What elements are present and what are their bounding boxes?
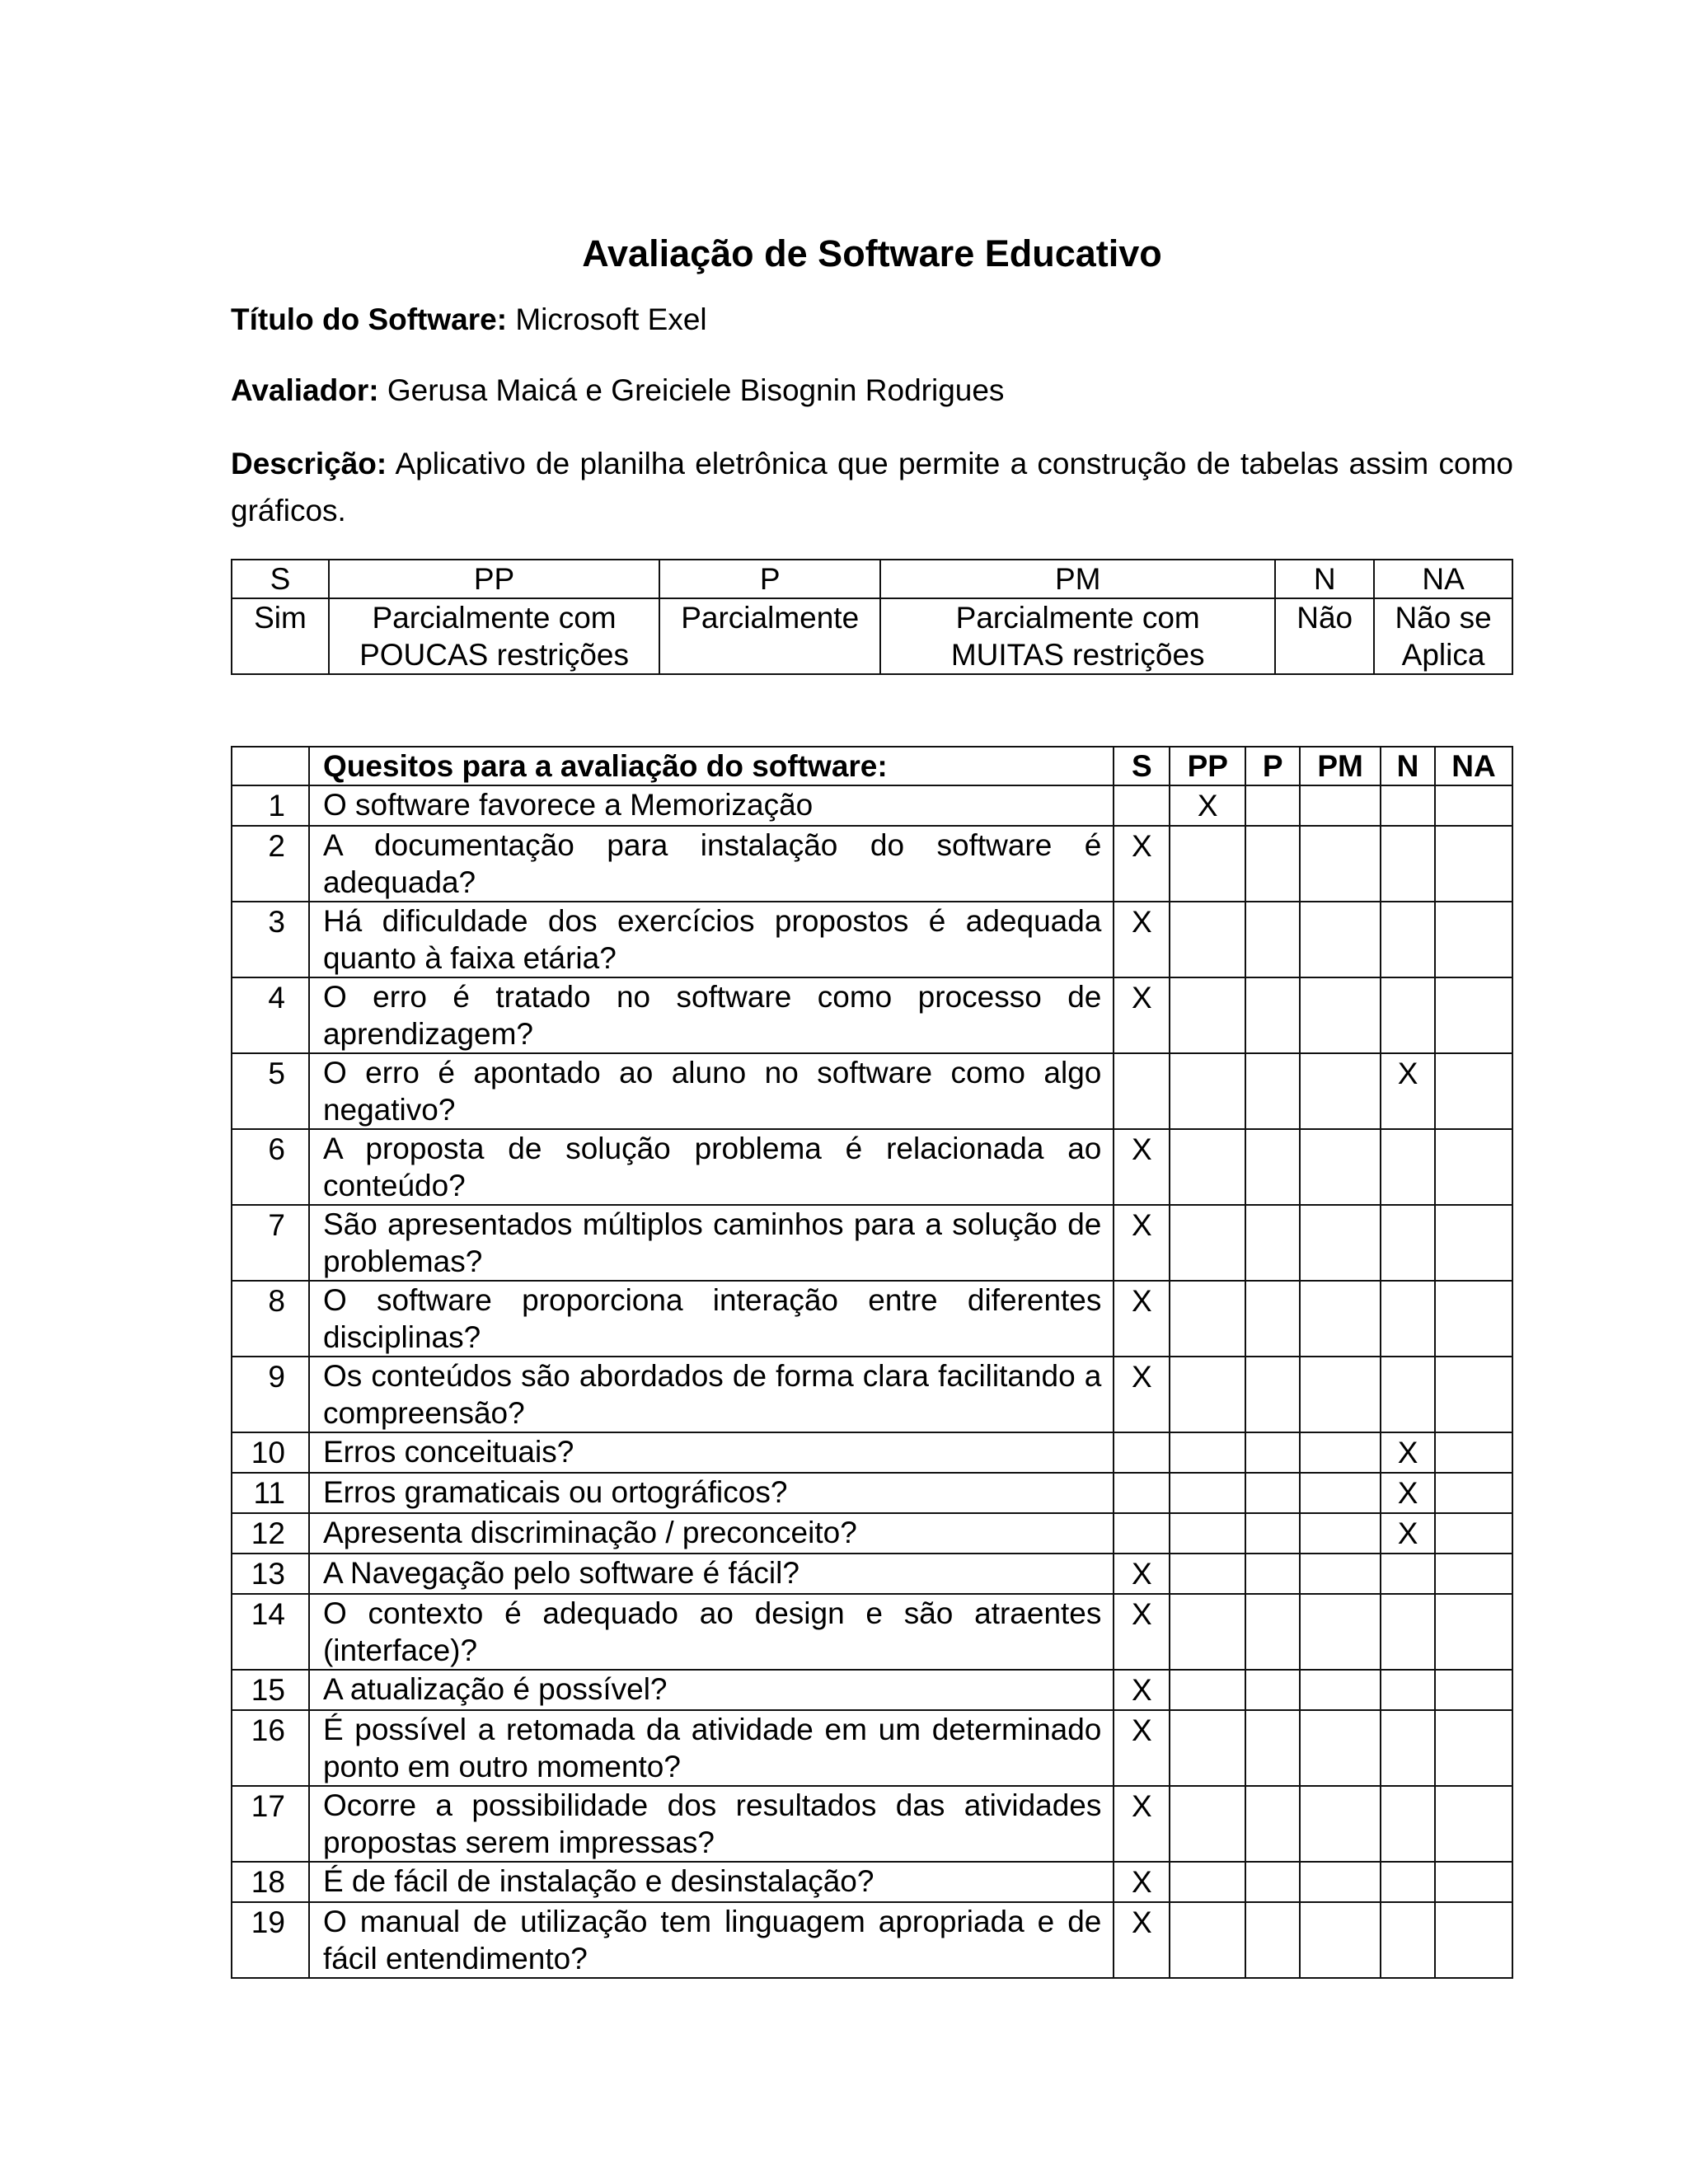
rating-cell-p [1245, 1670, 1300, 1710]
rating-cell-n [1381, 1205, 1435, 1281]
description-label: Descrição: [231, 447, 387, 480]
rating-cell-p [1245, 1513, 1300, 1554]
rating-cell-p [1245, 1710, 1300, 1786]
rating-mark: X [1132, 1713, 1152, 1747]
row-number: 12 [232, 1513, 309, 1554]
rating-cell-s [1114, 1473, 1170, 1513]
row-number: 2 [232, 826, 309, 902]
criterion-text: O software proporciona interação entre diferentes disciplinas? [309, 1281, 1114, 1357]
row-number: 8 [232, 1281, 309, 1357]
rating-cell-p [1245, 785, 1300, 826]
rating-cell-pm [1300, 1554, 1381, 1594]
legend-code: S [232, 560, 329, 598]
rating-mark: X [1397, 1436, 1418, 1469]
rating-cell-p [1245, 1205, 1300, 1281]
table-row [232, 977, 1512, 1053]
rating-cell-na [1435, 1670, 1512, 1710]
rating-cell-pm [1300, 1357, 1381, 1432]
row-number: 6 [232, 1129, 309, 1205]
rating-cell-n [1381, 1554, 1435, 1594]
column-header-pm: PM [1300, 747, 1381, 785]
rating-cell-pm [1300, 1053, 1381, 1129]
rating-cell-n [1381, 1786, 1435, 1862]
table-row [232, 1862, 1512, 1902]
criterion-text: É de fácil de instalação e desinstalação? [309, 1862, 1114, 1902]
rating-cell-na [1435, 826, 1512, 902]
table-row [232, 902, 1512, 977]
rating-cell-s [1114, 1554, 1170, 1594]
rating-mark: X [1132, 1865, 1152, 1899]
rating-cell-p [1245, 1473, 1300, 1513]
criterion-text: Os conteúdos são abordados de forma clara facilitando a compreensão? [309, 1357, 1114, 1432]
rating-cell-p [1245, 1554, 1300, 1594]
rating-cell-n [1381, 1053, 1435, 1129]
criterion-text: O software favorece a Memorização [309, 785, 1114, 826]
rating-cell-s [1114, 1710, 1170, 1786]
row-number: 17 [232, 1786, 309, 1862]
rating-cell-na [1435, 1432, 1512, 1473]
rating-cell-pm [1300, 785, 1381, 826]
rating-cell-na [1435, 1281, 1512, 1357]
rating-cell-n [1381, 902, 1435, 977]
legend-code: PM [880, 560, 1275, 598]
rating-cell-s [1114, 1862, 1170, 1902]
table-row [232, 1053, 1512, 1129]
legend-code: P [659, 560, 880, 598]
row-number: 10 [232, 1432, 309, 1473]
rating-cell-s [1114, 1902, 1170, 1978]
row-number: 5 [232, 1053, 309, 1129]
rating-mark: X [1132, 1360, 1152, 1394]
rating-cell-p [1245, 1786, 1300, 1862]
rating-cell-na [1435, 1205, 1512, 1281]
rating-cell-pp [1170, 826, 1245, 902]
legend-meaning: Parcialmente com POUCAS restrições [329, 598, 659, 674]
rating-cell-s [1114, 1053, 1170, 1129]
rating-cell-s [1114, 902, 1170, 977]
rating-cell-n [1381, 1862, 1435, 1902]
rating-cell-pm [1300, 1473, 1381, 1513]
rating-cell-s [1114, 1670, 1170, 1710]
table-row [232, 1786, 1512, 1862]
rating-cell-na [1435, 1862, 1512, 1902]
table-row [232, 1281, 1512, 1357]
rating-cell-n [1381, 1357, 1435, 1432]
column-header-p: P [1245, 747, 1300, 785]
rating-mark: X [1397, 1057, 1418, 1090]
rating-cell-s [1114, 1432, 1170, 1473]
rating-cell-na [1435, 977, 1512, 1053]
row-number: 9 [232, 1357, 309, 1432]
rating-cell-pp [1170, 1554, 1245, 1594]
rating-cell-pp [1170, 1786, 1245, 1862]
rating-cell-pm [1300, 902, 1381, 977]
rating-cell-pm [1300, 1594, 1381, 1670]
rating-cell-pp [1170, 1862, 1245, 1902]
rating-cell-pm [1300, 826, 1381, 902]
rating-cell-na [1435, 1513, 1512, 1554]
rating-cell-s [1114, 826, 1170, 902]
rating-cell-na [1435, 1053, 1512, 1129]
column-header-s: S [1114, 747, 1170, 785]
rating-cell-na [1435, 1357, 1512, 1432]
rating-cell-pm [1300, 1786, 1381, 1862]
legend-table [231, 559, 1513, 675]
rating-cell-n [1381, 1129, 1435, 1205]
rating-cell-s [1114, 1594, 1170, 1670]
column-header-na: NA [1435, 747, 1512, 785]
table-row [232, 1902, 1512, 1978]
legend-meaning: Não [1275, 598, 1374, 674]
rating-cell-na [1435, 1129, 1512, 1205]
description-value: Aplicativo de planilha eletrônica que permite a construção de tabelas assim como gráficos. [231, 447, 1513, 527]
rating-cell-pm [1300, 1129, 1381, 1205]
criterion-text: O erro é tratado no software como processo de aprendizagem? [309, 977, 1114, 1053]
rating-cell-n [1381, 1473, 1435, 1513]
rating-cell-n [1381, 1513, 1435, 1554]
rating-cell-p [1245, 1053, 1300, 1129]
legend-code: N [1275, 560, 1374, 598]
rating-cell-pm [1300, 1281, 1381, 1357]
rating-mark: X [1132, 981, 1152, 1015]
rating-cell-n [1381, 1432, 1435, 1473]
rating-cell-na [1435, 1473, 1512, 1513]
criterion-text: O manual de utilização tem linguagem apropriada e de fácil entendimento? [309, 1902, 1114, 1978]
table-row [232, 1594, 1512, 1670]
legend-meaning: Não se Aplica [1374, 598, 1512, 674]
criterion-text: A documentação para instalação do software é adequada? [309, 826, 1114, 902]
rating-cell-s [1114, 785, 1170, 826]
rating-cell-pp [1170, 785, 1245, 826]
rating-mark: X [1132, 829, 1152, 863]
rating-cell-pp [1170, 902, 1245, 977]
rating-cell-na [1435, 785, 1512, 826]
rating-cell-pm [1300, 1862, 1381, 1902]
row-number: 3 [232, 902, 309, 977]
rating-cell-pp [1170, 1902, 1245, 1978]
evaluation-table [231, 746, 1513, 1979]
row-number: 18 [232, 1862, 309, 1902]
rating-cell-na [1435, 902, 1512, 977]
criterion-text: São apresentados múltiplos caminhos para a solução de problemas? [309, 1205, 1114, 1281]
rating-cell-pp [1170, 1205, 1245, 1281]
criterion-text: É possível a retomada da atividade em um determinado ponto em outro momento? [309, 1710, 1114, 1786]
rating-cell-na [1435, 1902, 1512, 1978]
criteria-header: Quesitos para a avaliação do software: [309, 747, 1114, 785]
row-number: 16 [232, 1710, 309, 1786]
rating-cell-s [1114, 1513, 1170, 1554]
criterion-text: Apresenta discriminação / preconceito? [309, 1513, 1114, 1554]
criterion-text: Há dificuldade dos exercícios propostos é adequada quanto à faixa etária? [309, 902, 1114, 977]
rating-cell-n [1381, 977, 1435, 1053]
rating-mark: X [1132, 905, 1152, 939]
rating-cell-p [1245, 1432, 1300, 1473]
rating-cell-pp [1170, 977, 1245, 1053]
evaluator-field [231, 369, 1513, 412]
rating-mark: X [1397, 1516, 1418, 1550]
rating-cell-pp [1170, 1710, 1245, 1786]
row-number: 13 [232, 1554, 309, 1594]
legend-code: PP [329, 560, 659, 598]
row-number: 19 [232, 1902, 309, 1978]
rating-cell-pp [1170, 1473, 1245, 1513]
rating-cell-pp [1170, 1432, 1245, 1473]
table-row [232, 1357, 1512, 1432]
rating-cell-pm [1300, 977, 1381, 1053]
row-number: 1 [232, 785, 309, 826]
rating-mark: X [1132, 1789, 1152, 1823]
row-number: 15 [232, 1670, 309, 1710]
table-row [232, 785, 1512, 826]
legend-meanings-row [232, 598, 1512, 674]
rating-cell-pp [1170, 1357, 1245, 1432]
rating-cell-pp [1170, 1513, 1245, 1554]
document-title: Avaliação de Software Educativo [582, 232, 1162, 274]
software-title-label: Título do Software: [231, 302, 508, 336]
row-number: 7 [232, 1205, 309, 1281]
rating-cell-pm [1300, 1670, 1381, 1710]
rating-cell-s [1114, 1129, 1170, 1205]
rating-cell-p [1245, 826, 1300, 902]
software-title-field [231, 298, 1513, 341]
rating-cell-s [1114, 1281, 1170, 1357]
criterion-text: O contexto é adequado ao design e são atraentes (interface)? [309, 1594, 1114, 1670]
rating-cell-n [1381, 1902, 1435, 1978]
software-title-value: Microsoft Exel [515, 302, 707, 336]
document-page [231, 231, 1513, 1979]
rating-mark: X [1132, 1905, 1152, 1939]
rating-mark: X [1197, 789, 1218, 823]
table-row [232, 826, 1512, 902]
rating-cell-pp [1170, 1670, 1245, 1710]
evaluation-header-row [232, 747, 1512, 785]
rating-cell-p [1245, 1862, 1300, 1902]
rating-cell-n [1381, 1710, 1435, 1786]
rating-cell-s [1114, 1205, 1170, 1281]
table-row [232, 1670, 1512, 1710]
criterion-text: O erro é apontado ao aluno no software como algo negativo? [309, 1053, 1114, 1129]
rating-cell-p [1245, 1594, 1300, 1670]
evaluator-value: Gerusa Maicá e Greiciele Bisognin Rodrigues [387, 373, 1005, 407]
rating-cell-p [1245, 977, 1300, 1053]
table-row [232, 1513, 1512, 1554]
criterion-text: A Navegação pelo software é fácil? [309, 1554, 1114, 1594]
criterion-text: Erros conceituais? [309, 1432, 1114, 1473]
evaluation-body [232, 785, 1512, 1978]
rating-cell-n [1381, 1594, 1435, 1670]
rating-cell-s [1114, 977, 1170, 1053]
row-number: 11 [232, 1473, 309, 1513]
description-field [231, 440, 1513, 534]
rating-cell-s [1114, 1357, 1170, 1432]
rating-cell-na [1435, 1710, 1512, 1786]
evaluator-label: Avaliador: [231, 373, 379, 407]
table-row [232, 1129, 1512, 1205]
rating-cell-na [1435, 1594, 1512, 1670]
rating-cell-pp [1170, 1281, 1245, 1357]
table-row [232, 1710, 1512, 1786]
rating-cell-n [1381, 785, 1435, 826]
table-row [232, 1205, 1512, 1281]
rating-cell-pp [1170, 1053, 1245, 1129]
rating-mark: X [1397, 1476, 1418, 1510]
legend-code: NA [1374, 560, 1512, 598]
row-number: 14 [232, 1594, 309, 1670]
rating-mark: X [1132, 1597, 1152, 1631]
table-row [232, 1432, 1512, 1473]
rating-mark: X [1132, 1557, 1152, 1591]
rating-cell-pp [1170, 1594, 1245, 1670]
criterion-text: A proposta de solução problema é relacionada ao conteúdo? [309, 1129, 1114, 1205]
criterion-text: A atualização é possível? [309, 1670, 1114, 1710]
table-row [232, 1554, 1512, 1594]
rating-cell-na [1435, 1786, 1512, 1862]
rating-mark: X [1132, 1673, 1152, 1707]
rating-cell-p [1245, 1281, 1300, 1357]
rating-cell-n [1381, 826, 1435, 902]
rating-cell-pm [1300, 1902, 1381, 1978]
row-number: 4 [232, 977, 309, 1053]
rating-cell-na [1435, 1554, 1512, 1594]
rating-cell-pm [1300, 1205, 1381, 1281]
rating-cell-s [1114, 1786, 1170, 1862]
column-header-n: N [1381, 747, 1435, 785]
rating-mark: X [1132, 1284, 1152, 1318]
rating-cell-p [1245, 1129, 1300, 1205]
rating-cell-n [1381, 1281, 1435, 1357]
legend-meaning: Parcialmente com MUITAS restrições [880, 598, 1275, 674]
criterion-text: Erros gramaticais ou ortográficos? [309, 1473, 1114, 1513]
criterion-text: Ocorre a possibilidade dos resultados das atividades propostas serem impressas? [309, 1786, 1114, 1862]
legend-meaning: Parcialmente [659, 598, 880, 674]
number-header [232, 747, 309, 785]
rating-mark: X [1132, 1208, 1152, 1242]
rating-cell-p [1245, 1902, 1300, 1978]
rating-cell-pp [1170, 1129, 1245, 1205]
column-header-pp: PP [1170, 747, 1245, 785]
rating-cell-p [1245, 1357, 1300, 1432]
rating-cell-n [1381, 1670, 1435, 1710]
legend-meaning: Sim [232, 598, 329, 674]
table-row [232, 1473, 1512, 1513]
rating-cell-pm [1300, 1432, 1381, 1473]
rating-cell-pm [1300, 1710, 1381, 1786]
rating-cell-pm [1300, 1513, 1381, 1554]
legend-codes-row [232, 560, 1512, 598]
rating-mark: X [1132, 1132, 1152, 1166]
rating-cell-p [1245, 902, 1300, 977]
